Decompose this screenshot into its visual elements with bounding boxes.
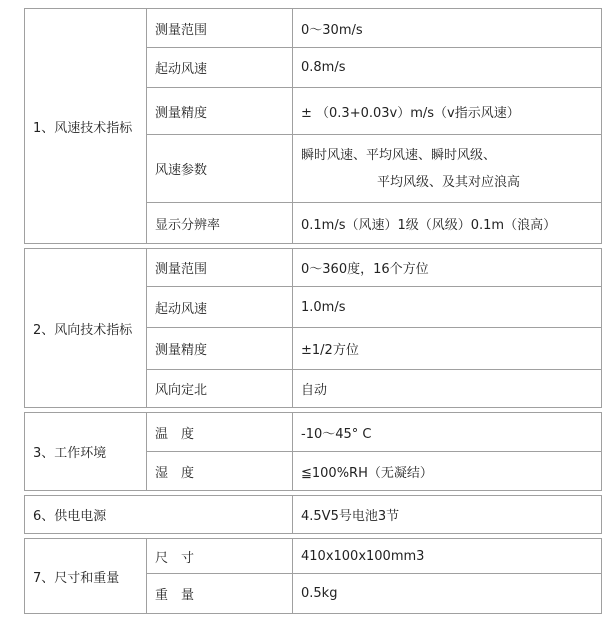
param-value: 0～360度，16个方位 xyxy=(293,249,602,287)
param-value: 4.5V5号电池3节 xyxy=(293,496,602,534)
spec-table-section-environment xyxy=(24,412,602,491)
param-label: 测量范围 xyxy=(147,249,293,287)
table-row xyxy=(25,496,602,534)
param-value: 自动 xyxy=(293,370,602,408)
table-row xyxy=(25,539,602,574)
spec-table-section-wind-direction xyxy=(24,248,602,408)
param-label: 尺 寸 xyxy=(147,539,293,574)
param-value: ± （0.3+0.03v）m/s（v指示风速） xyxy=(293,88,602,135)
param-label: 起动风速 xyxy=(147,48,293,88)
param-value: 0.8m/s xyxy=(293,48,602,88)
table-row xyxy=(25,249,602,287)
param-value: ≦100%RH（无凝结） xyxy=(293,452,602,491)
param-label: 温 度 xyxy=(147,413,293,452)
param-value: 0.5kg xyxy=(293,574,602,614)
param-label: 湿 度 xyxy=(147,452,293,491)
category-cell: 1、风速技术指标 xyxy=(25,9,147,244)
param-label: 显示分辨率 xyxy=(147,203,293,244)
param-label: 风向定北 xyxy=(147,370,293,408)
param-label: 测量范围 xyxy=(147,9,293,48)
param-value: 410x100x100mm3 xyxy=(293,539,602,574)
category-cell: 7、尺寸和重量 xyxy=(25,539,147,614)
param-value: ±1/2方位 xyxy=(293,328,602,370)
param-label: 起动风速 xyxy=(147,287,293,328)
param-label: 重 量 xyxy=(147,574,293,614)
param-label: 测量精度 xyxy=(147,88,293,135)
category-cell: 6、供电电源 xyxy=(25,496,293,534)
param-label: 风速参数 xyxy=(147,135,293,203)
spec-table-container xyxy=(24,8,602,618)
param-value: 1.0m/s xyxy=(293,287,602,328)
category-cell: 3、工作环境 xyxy=(25,413,147,491)
spec-table-section-wind-speed xyxy=(24,8,602,244)
value-line-2: 平均风级、及其对应浪高 xyxy=(377,174,521,190)
spec-table-section-power xyxy=(24,495,602,534)
spec-table-section-size-weight xyxy=(24,538,602,614)
category-cell: 2、风向技术指标 xyxy=(25,249,147,408)
param-value xyxy=(293,135,602,203)
value-line-1: 瞬时风速、平均风速、瞬时风级、 xyxy=(301,147,497,163)
param-value: -10～45° C xyxy=(293,413,602,452)
table-row xyxy=(25,413,602,452)
param-label: 测量精度 xyxy=(147,328,293,370)
table-row xyxy=(25,9,602,48)
param-value: 0～30m/s xyxy=(293,9,602,48)
param-value: 0.1m/s（风速）1级（风级）0.1m（浪高） xyxy=(293,203,602,244)
